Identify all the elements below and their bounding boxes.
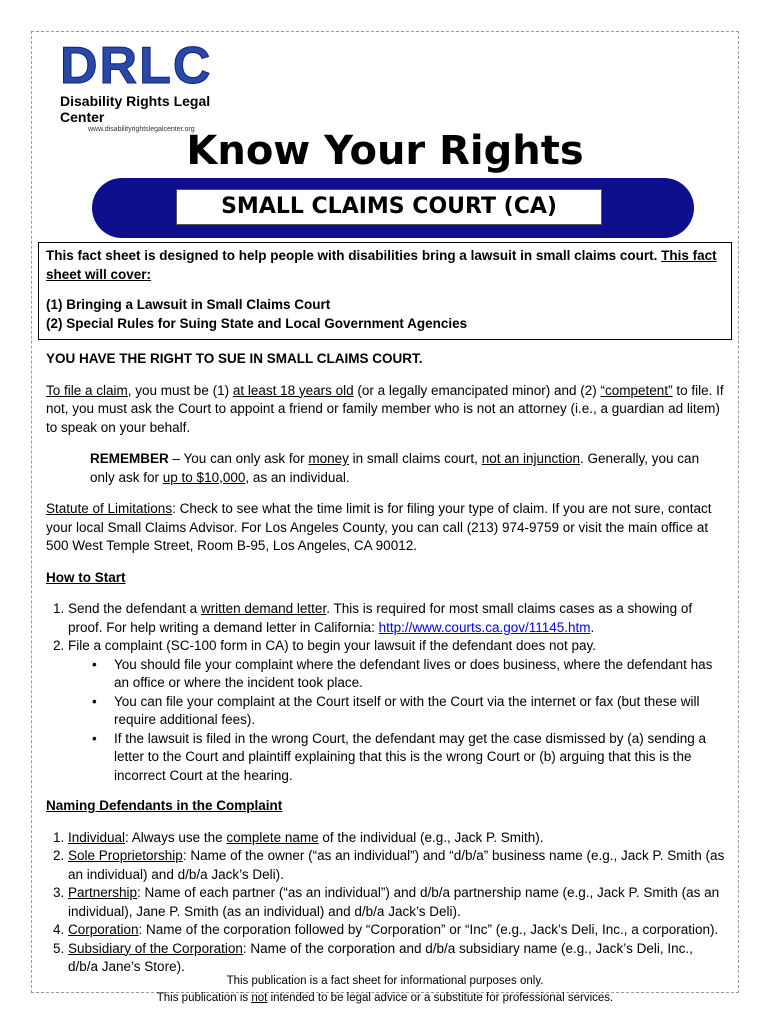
bullet-item: • If the lawsuit is filed in the wrong Court, the defendant may get the case dismissed by (a) sending a letter to the Court and plaintiff explaining that this is the wrong Court or (b) arguing that this is the incorrect Court at the hearing. bbox=[114, 730, 726, 786]
naming-heading: Naming Defendants in the Complaint bbox=[46, 798, 283, 813]
intro-lead: This fact sheet is designed to help people with disabilities bring a lawsuit in small claims court. This fact sheet will cover: bbox=[46, 248, 717, 282]
title-banner bbox=[92, 178, 694, 238]
footer-line-1: This publication is a fact sheet for informational purposes only. bbox=[226, 975, 544, 987]
intro-item-1: (1) Bringing a Lawsuit in Small Claims Court bbox=[46, 297, 331, 312]
list-item: 2. File a complaint (SC-100 form in CA) to begin your lawsuit if the defendant does not pay. • You should file your complaint where the defendant lives or does business, where the defendant has an office or where the incident took place. • You can file your complaint at the Court itself or with the Court via the internet or fax (but these will require additional fees). • If the lawsuit is filed in the wrong Court, the defendant may get the case dismissed by (a) sending a letter to the Court and plaintiff explaining that this is the wrong Court or (b) arguing that this is the incorrect Court at the hearing. bbox=[68, 637, 726, 785]
bullet-item: • You can file your complaint at the Court itself or with the Court via the internet or fax (but these will require additional fees). bbox=[114, 693, 726, 730]
intro-box bbox=[38, 242, 732, 340]
remember-paragraph: REMEMBER – You can only ask for money in small claims court, not an injunction. Generally, you can only ask for up to $10,000, as an individual. bbox=[90, 451, 700, 485]
list-item: 1. Individual: Always use the complete name of the individual (e.g., Jack P. Smith). bbox=[68, 829, 726, 848]
file-claim-paragraph: To file a claim, you must be (1) at least 18 years old (or a legally emancipated minor) and (2) “competent” to file. If not, you must ask the Court to appoint a friend or family member who is not an attorney (i.e., a guardian ad litem) to speak on your behalf. bbox=[46, 382, 724, 435]
list-item: 4. Corporation: Name of the corporation followed by “Corporation” or “Inc” (e.g., Jack’s Deli, Inc., a corporation). bbox=[68, 921, 726, 940]
logo-url: www.disabilityrightslegalcenter.org bbox=[88, 126, 195, 133]
intro-item-2: (2) Special Rules for Suing State and Local Government Agencies bbox=[46, 316, 468, 331]
statute-paragraph: Statute of Limitations: Check to see what the time limit is for filing your type of claim. If you are not sure, contact your local Small Claims Advisor. For Los Angeles County, you can call (213) 974-9759 or visit the main office at 500 West Temple Street, Room B-95, Los Angeles, CA 90012. bbox=[46, 501, 712, 553]
naming-list bbox=[46, 829, 726, 977]
how-to-start-heading: How to Start bbox=[46, 569, 126, 585]
banner-label: SMALL CLAIMS COURT (CA) bbox=[176, 189, 602, 225]
list-item: 5. Subsidiary of the Corporation: Name of the corporation and d/b/a subsidiary name (e.g., Jack’s Deli, Inc., d/b/a Jane’s Store). bbox=[68, 940, 726, 977]
footer bbox=[0, 973, 770, 1007]
bullet-list bbox=[68, 656, 726, 786]
footer-line-2: This publication is not intended to be legal advice or a substitute for professional services. bbox=[156, 992, 614, 1004]
list-item: 3. Partnership: Name of each partner (“as an individual”) and d/b/a partnership name (e.g., Jack P. Smith (as an individual), Jane P. Smith (as an individual) and d/b/a Jack’s Deli). bbox=[68, 884, 726, 921]
drlc-logo bbox=[60, 37, 240, 133]
demand-letter-link[interactable]: http://www.courts.ca.gov/11145.htm bbox=[378, 619, 591, 635]
page-title: Know Your Rights bbox=[186, 128, 584, 174]
list-item: 2. Sole Proprietorship: Name of the owner (“as an individual”) and “d/b/a” business name (e.g., Jack P. Smith (as an individual) and d/b/a Jack’s Deli). bbox=[68, 847, 726, 884]
right-heading: YOU HAVE THE RIGHT TO SUE IN SMALL CLAIMS COURT. bbox=[46, 351, 423, 366]
main-content bbox=[46, 350, 726, 989]
bullet-item: • You should file your complaint where the defendant lives or does business, where the defendant has an office or where the incident took place. bbox=[114, 656, 726, 693]
list-item: 1. Send the defendant a written demand letter. This is required for most small claims cases as a showing of proof. For help writing a demand letter in California: http://www.courts.ca.gov/11145.htm. bbox=[68, 600, 726, 637]
logo-mark: DRLC bbox=[60, 37, 213, 95]
how-to-start-list bbox=[46, 600, 726, 785]
logo-organization-name: Disability Rights Legal Center bbox=[60, 93, 211, 125]
